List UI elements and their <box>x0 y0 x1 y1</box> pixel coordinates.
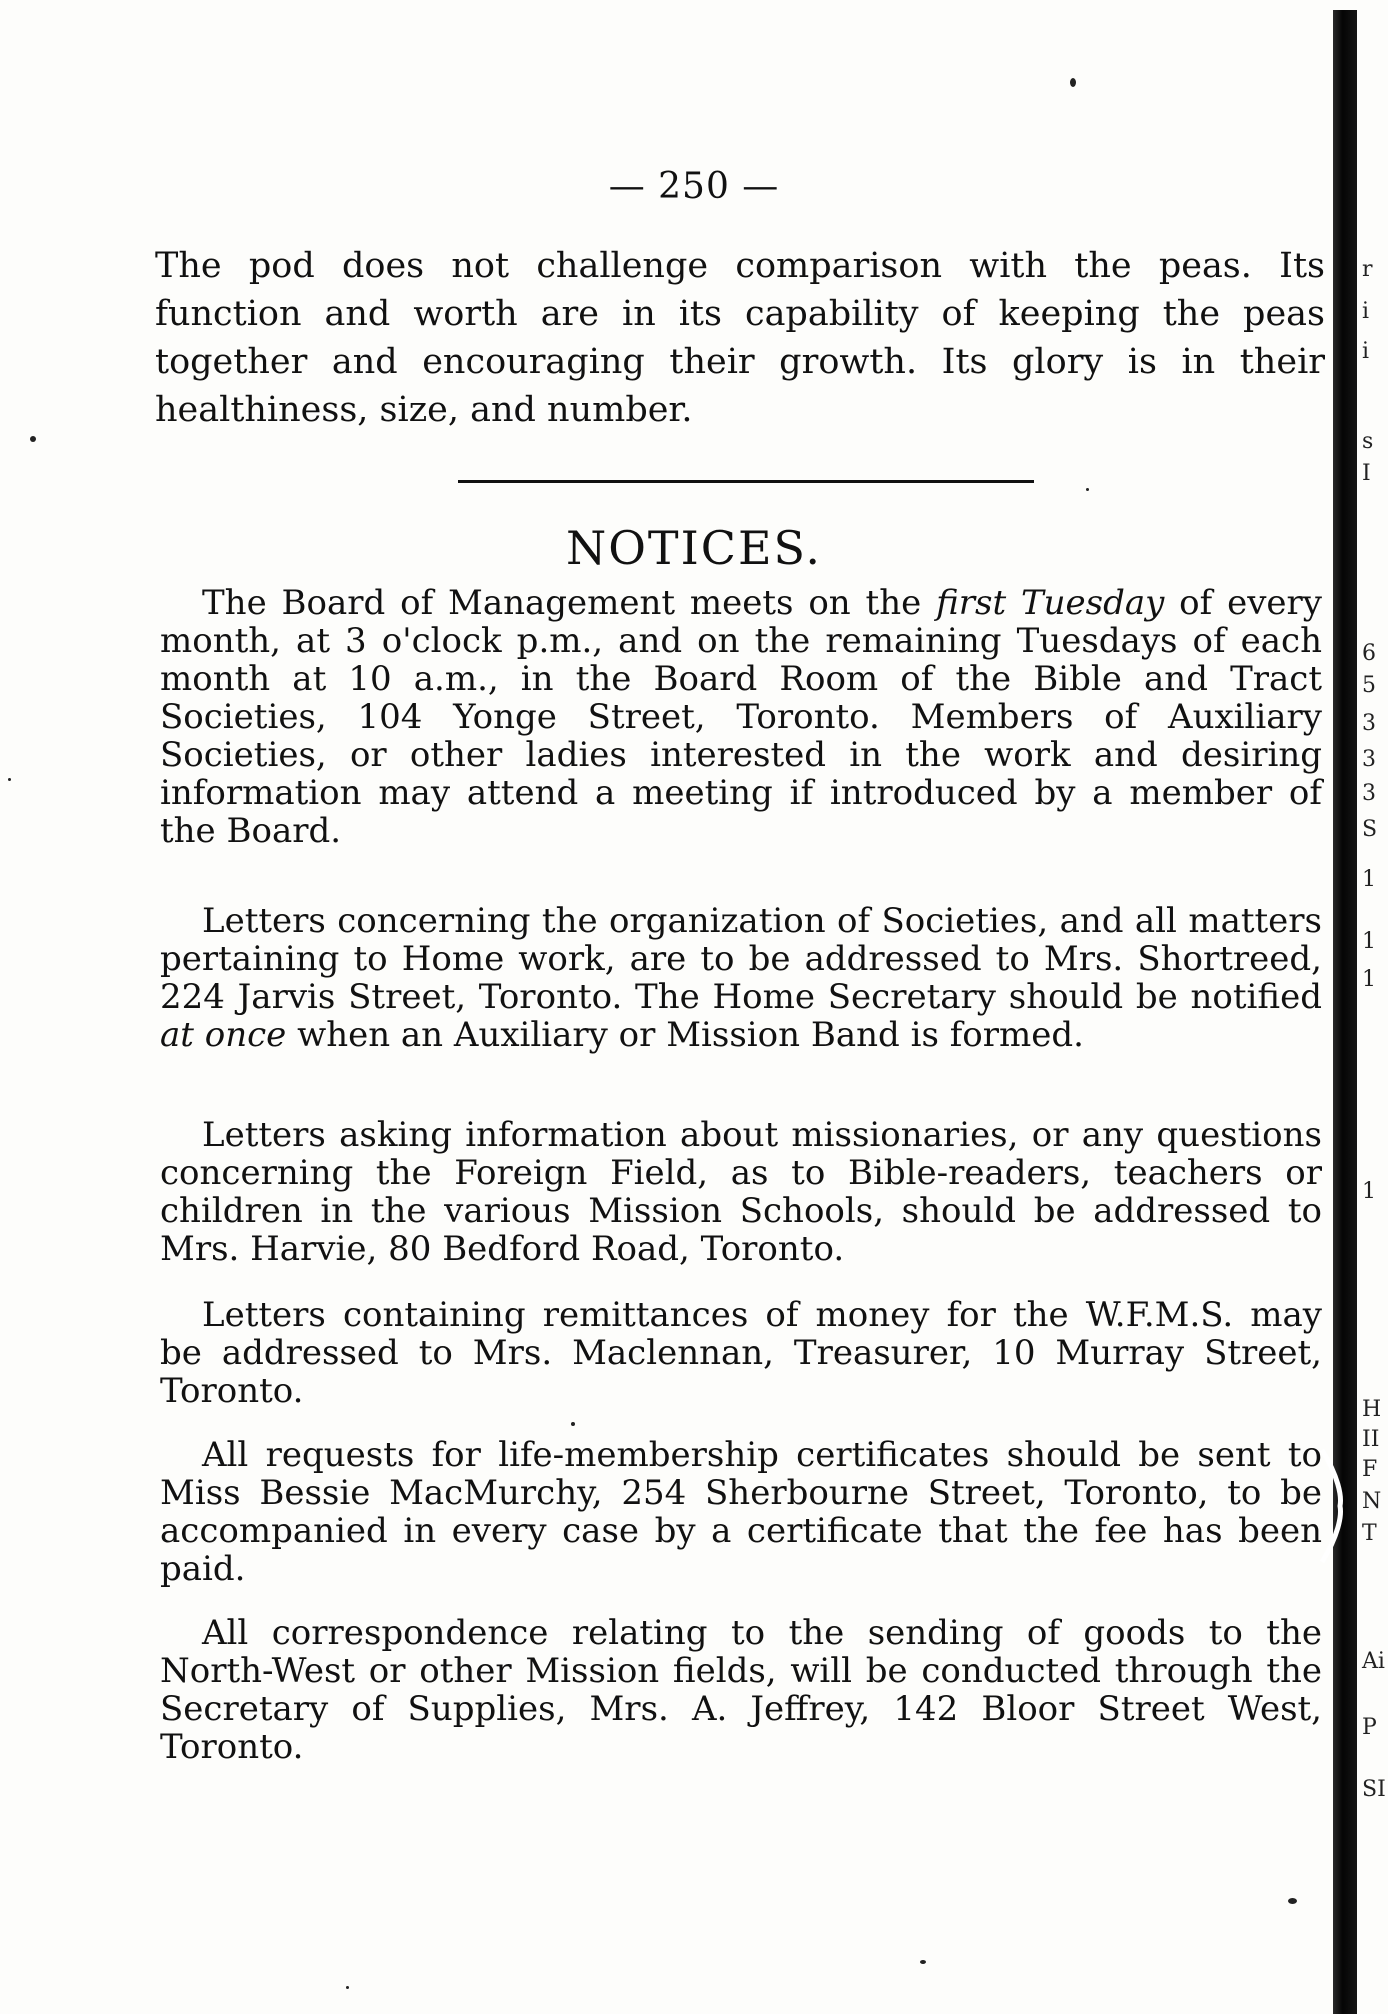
intro-paragraph: The pod does not challenge comparison with the peas. Its function and worth are in its capability of keeping the peas together and encouraging their growth. Its glory is in their healthiness, size, and number. <box>155 246 1325 430</box>
margin-fragment: SI <box>1362 1777 1386 1802</box>
scan-speck <box>1288 1898 1297 1904</box>
notice-emphasis: first Tuesday <box>936 583 1165 623</box>
scan-speck <box>8 778 11 781</box>
margin-fragment: N <box>1362 1489 1382 1514</box>
binding-edge-shadow <box>1333 10 1357 2014</box>
bracket-mark <box>1318 1446 1346 1566</box>
margin-fragment: 6 <box>1362 641 1376 666</box>
margin-fragment: I <box>1362 461 1371 486</box>
margin-fragment: 1 <box>1362 967 1376 992</box>
notices-heading: NOTICES. <box>565 521 823 575</box>
scan-speck <box>1086 488 1089 491</box>
margin-fragment: r <box>1362 257 1373 282</box>
notice-foreign-field: Letters asking information about missionaries, or any questions concerning the Foreign Field, as to Bible-readers, teachers or children in the various Mission Schools, should be addressed to Mrs. Harvie, 80 Bedford Road, Toronto. <box>160 1115 1322 1269</box>
margin-fragment: i <box>1362 339 1370 364</box>
page-number: — 250 — <box>608 166 780 207</box>
notice-text-before: Letters concerning the organization of Societies, and all matters pertaining to Home work, are to be addressed to Mrs. Shortreed, 224 Jarvis Street, Toronto. The Home Secretary should be notified <box>160 901 1322 1017</box>
notice-life-membership: All requests for life-membership certificates should be sent to Miss Bessie MacMurchy, 254 Sherbourne Street, Toronto, to be accompanied in every case by a certificate that the fee has been paid. <box>160 1435 1322 1589</box>
notice-home-work <box>160 902 1322 1054</box>
notice-supplies: All correspondence relating to the sending of goods to the North-West or other Mission fields, will be conducted through the Secretary of Supplies, Mrs. A. Jeffrey, 142 Bloor Street West, Toronto. <box>160 1613 1322 1767</box>
margin-fragment: F <box>1362 1457 1378 1482</box>
margin-fragment: 1 <box>1362 1179 1376 1204</box>
margin-fragment: 1 <box>1362 867 1376 892</box>
scan-speck <box>571 1422 575 1426</box>
scan-speck <box>30 436 36 442</box>
margin-fragment: II <box>1362 1427 1380 1452</box>
scan-speck <box>346 1986 349 1989</box>
notice-text-after: of every month, at 3 o'clock p.m., and on the remaining Tuesdays of each month at 10 a.m., in the Board Room of the Bible and Tract Societies, 104 Yonge Street, Toronto. Members of Auxiliary Societies, or other ladies interested in the work and desiring information may attend a meeting if introduced by a member of the Board. <box>160 583 1322 851</box>
notice-text-before: The Board of Management meets on the <box>202 583 937 623</box>
notice-board-meetings <box>160 584 1322 850</box>
notice-text-after: when an Auxiliary or Mission Band is formed. <box>286 1015 1084 1055</box>
margin-fragment: P <box>1362 1715 1377 1740</box>
margin-fragment: H <box>1362 1397 1382 1422</box>
notice-emphasis: at once <box>160 1015 287 1055</box>
margin-fragment: 3 <box>1362 711 1376 736</box>
section-divider <box>458 480 1034 483</box>
scan-speck <box>1070 78 1076 87</box>
margin-fragment: 1 <box>1362 929 1376 954</box>
margin-fragment: 5 <box>1362 673 1376 698</box>
notice-remittances: Letters containing remittances of money for the W.F.M.S. may be addressed to Mrs. Maclennan, Treasurer, 10 Murray Street, Toronto. <box>160 1295 1322 1411</box>
margin-fragment: T <box>1362 1521 1377 1546</box>
margin-fragment: S <box>1362 817 1378 842</box>
margin-fragment: i <box>1362 299 1370 324</box>
margin-fragment: 3 <box>1362 747 1376 772</box>
margin-fragments <box>1362 0 1386 2014</box>
margin-fragment: s <box>1362 429 1374 454</box>
margin-fragment: Ai <box>1362 1649 1385 1674</box>
scan-speck <box>920 1960 926 1964</box>
margin-fragment: 3 <box>1362 781 1376 806</box>
